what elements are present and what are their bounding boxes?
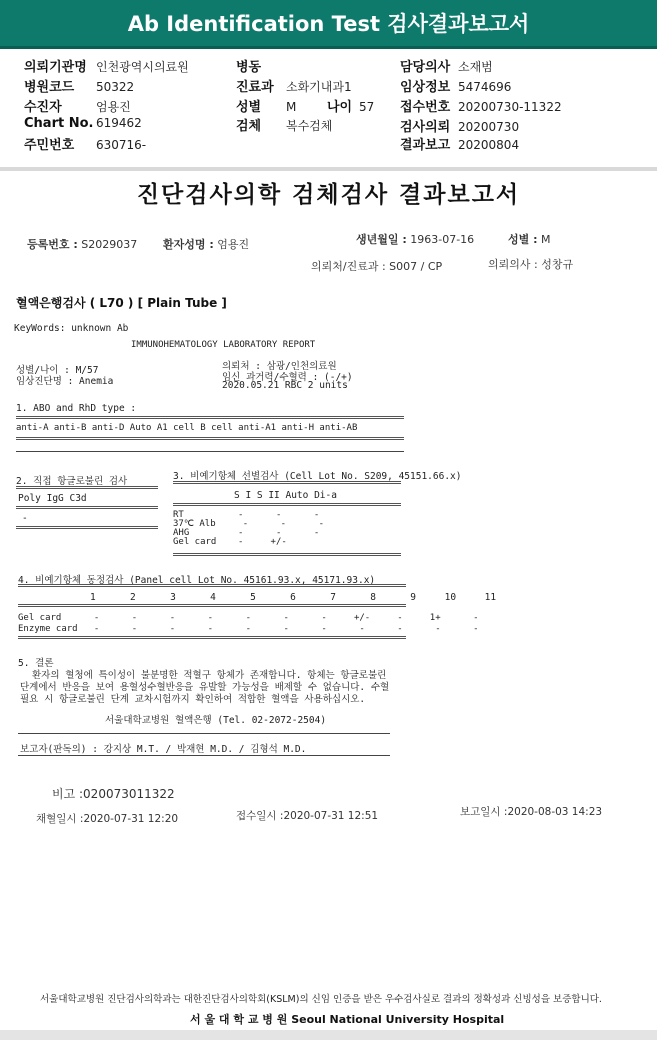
screening-row: 37℃ Alb - - - xyxy=(173,519,324,529)
dob-value: 1963-07-16 xyxy=(410,233,475,246)
dat-title: 2. 직접 항글로불린 검사 xyxy=(16,476,128,487)
panel-title: 4. 비예기항체 동정검사 (Panel cell Lot No. 45161.93.x, 45171.93.x) xyxy=(18,575,376,586)
req-doctor-value: 성창규 xyxy=(541,258,574,271)
patient-name-value: 엄용진 xyxy=(217,238,250,251)
divider xyxy=(173,553,401,556)
field-value: 57 xyxy=(359,100,375,114)
panel-enzyme-row: Enzyme card - - - - - - - - - - - xyxy=(18,624,479,634)
field-label: 진료과 xyxy=(236,80,274,95)
dept xyxy=(311,258,442,274)
screening-title: 3. 비예기항체 선별검사 (Cell Lot No. S209, 45151.66.x) xyxy=(173,471,462,482)
field-label: 나이 xyxy=(327,100,353,115)
remark xyxy=(52,785,175,802)
field-value: 20200804 xyxy=(458,138,520,152)
blood-bank-contact: 서울대학교병원 혈액은행 (Tel. 02-2072-2504) xyxy=(105,715,327,726)
panel-gel-row: Gel card - - - - - - - +/- - 1+ - xyxy=(18,613,479,623)
pregnancy-history: 임신 과거력/수혈력 : (-/+) xyxy=(222,372,353,383)
field-label: 임상정보 xyxy=(400,80,451,95)
remark-label: 비고 : xyxy=(52,787,84,801)
report-title: Ab Identification Test 검사결과보고서 xyxy=(127,12,530,36)
receive-time xyxy=(236,808,378,823)
sex-value: M xyxy=(540,233,551,246)
field-value: 20200730-11322 xyxy=(458,100,562,114)
divider xyxy=(16,526,158,529)
field-clinical-info xyxy=(400,76,511,95)
dat-headers: Poly IgG C3d xyxy=(18,493,87,504)
report-time-label: 보고일시 : xyxy=(460,806,508,818)
field-label: 수진자 xyxy=(24,100,62,115)
field-label: Chart No. xyxy=(24,116,94,131)
dept-label: 의뢰처/진료과 : xyxy=(311,260,386,273)
collect-time xyxy=(36,811,178,826)
divider xyxy=(173,481,401,484)
reporters: 보고자(판독의) : 강지상 M.T. / 박재현 M.D. / 김형석 M.D. xyxy=(20,744,307,755)
field-resident-no xyxy=(24,134,146,153)
field-value: 소화기내과1 xyxy=(286,80,352,94)
keywords: KeyWords: unknown Ab xyxy=(14,323,129,334)
divider xyxy=(18,636,406,639)
conclusion-line: 필요 시 항글로불린 단계 교차시험까지 확인하여 적합한 혈액을 사용하십시오. xyxy=(20,694,366,705)
field-label: 성별 xyxy=(236,100,262,115)
patient-name-label: 환자성명 : xyxy=(163,238,214,251)
field-label: 병동 xyxy=(236,60,262,75)
receive-label: 접수일시 : xyxy=(236,810,284,822)
divider xyxy=(173,503,401,506)
field-label: 주민번호 xyxy=(24,138,75,153)
divider xyxy=(16,416,404,419)
req-doctor xyxy=(488,256,573,272)
screening-results xyxy=(173,511,324,547)
field-department xyxy=(236,76,352,95)
screening-row: Gel card - +/- xyxy=(173,537,287,547)
field-label: 담당의사 xyxy=(400,60,451,75)
abo-headers: anti-A anti-B anti-D Auto A1 cell B cell anti-A1 anti-H anti-AB xyxy=(16,423,358,433)
field-value: 복수검체 xyxy=(286,119,333,133)
sex-age: 성별/나이 : M/57 xyxy=(16,365,99,376)
collect-value: 2020-07-31 12:20 xyxy=(83,813,179,825)
reg-no-label: 등록번호 : xyxy=(27,238,78,251)
field-request-date xyxy=(400,116,519,135)
bottom-band xyxy=(0,1030,657,1040)
field-value: 인천광역시의료원 xyxy=(96,60,189,74)
divider xyxy=(16,486,158,489)
divider xyxy=(18,584,406,587)
field-label: 병원코드 xyxy=(24,80,75,95)
panel-headers: 1 2 3 4 5 6 7 8 9 10 11 xyxy=(90,592,497,603)
reg-no xyxy=(27,236,137,252)
receive-value: 2020-07-31 12:51 xyxy=(283,810,379,822)
remark-value: 020073011322 xyxy=(83,787,175,801)
patient-name xyxy=(163,236,249,252)
divider xyxy=(18,604,406,607)
divider xyxy=(18,755,390,756)
document-title: 진단검사의학 검체검사 결과보고서 xyxy=(136,182,521,208)
field-age xyxy=(327,96,374,115)
field-value: 630716- xyxy=(96,138,147,152)
field-value: 엄용진 xyxy=(96,100,131,114)
reg-no-value: S2029037 xyxy=(81,238,138,251)
field-value: M xyxy=(286,100,297,114)
field-label: 검사의뢰 xyxy=(400,120,451,135)
clinical-diagnosis: 임상진단명 : Anemia xyxy=(16,376,114,387)
dob-label: 생년월일 : xyxy=(356,233,407,246)
field-value: 619462 xyxy=(96,116,142,130)
field-value: 소재범 xyxy=(458,60,493,74)
dept-value: S007 / CP xyxy=(389,260,443,273)
sex xyxy=(508,231,550,247)
section-title: 혈액은행검사 ( L70 ) [ Plain Tube ] xyxy=(16,296,227,310)
field-value: 20200730 xyxy=(458,120,520,134)
screening-row: RT - - - xyxy=(173,510,320,520)
accreditation-note: 서울대학교병원 진단검사의학과는 대한진단검사의학회(KSLM)의 신임 인증을 받은 우수검사실로 결과의 정확성과 신빙성을 보증합니다. xyxy=(40,994,602,1005)
divider xyxy=(16,437,404,440)
field-value: 5474696 xyxy=(458,80,512,94)
dob xyxy=(356,231,474,247)
screening-headers: S I S II Auto Di-a xyxy=(234,490,337,501)
requester: 의뢰처 : 삼광/인천의료원 xyxy=(222,361,337,372)
field-hospital-code xyxy=(24,76,134,95)
field-label: 결과보고 xyxy=(400,138,451,153)
req-doctor-label: 의뢰의사 : xyxy=(488,258,538,271)
divider xyxy=(16,506,158,509)
dat-value: - xyxy=(22,513,28,524)
report-time xyxy=(460,804,602,819)
section-separator xyxy=(0,167,657,171)
field-label: 의뢰기관명 xyxy=(24,60,87,75)
collect-label: 채혈일시 : xyxy=(36,813,84,825)
screening-row: AHG - - - xyxy=(173,528,320,538)
sex-label: 성별 : xyxy=(508,233,538,246)
divider xyxy=(16,451,404,452)
report-time-value: 2020-08-03 14:23 xyxy=(507,806,603,818)
abo-title: 1. ABO and RhD type : xyxy=(16,403,137,414)
field-sex xyxy=(236,96,296,115)
transfusion-history: 2020.05.21 RBC 2 units xyxy=(222,380,348,391)
field-ward xyxy=(236,56,286,75)
field-report-date xyxy=(400,134,519,153)
field-chart-no xyxy=(24,116,142,131)
conclusion-line: 단계에서 반응을 보여 용혈성수혈반응을 유발할 가능성을 배제할 수 없습니다. 수혈 xyxy=(20,682,390,693)
lab-title: IMMUNOHEMATOLOGY LABORATORY REPORT xyxy=(131,340,316,350)
field-institution xyxy=(24,56,189,75)
conclusion-title: 5. 결론 xyxy=(18,658,54,669)
divider xyxy=(18,733,390,734)
field-specimen xyxy=(236,115,332,134)
field-label: 접수번호 xyxy=(400,100,451,115)
footer-hospital: 서 울 대 학 교 병 원 Seoul National University Hospital xyxy=(190,1013,505,1026)
field-label: 검체 xyxy=(236,119,262,134)
report-title-bar xyxy=(0,0,657,49)
conclusion-line: 환자의 혈청에 특이성이 불분명한 적혈구 항체가 존재합니다. 항체는 항글로불린 xyxy=(32,670,387,681)
field-value: 50322 xyxy=(96,80,135,94)
field-examinee xyxy=(24,96,131,115)
field-doctor xyxy=(400,56,493,75)
field-receipt-no xyxy=(400,96,562,115)
